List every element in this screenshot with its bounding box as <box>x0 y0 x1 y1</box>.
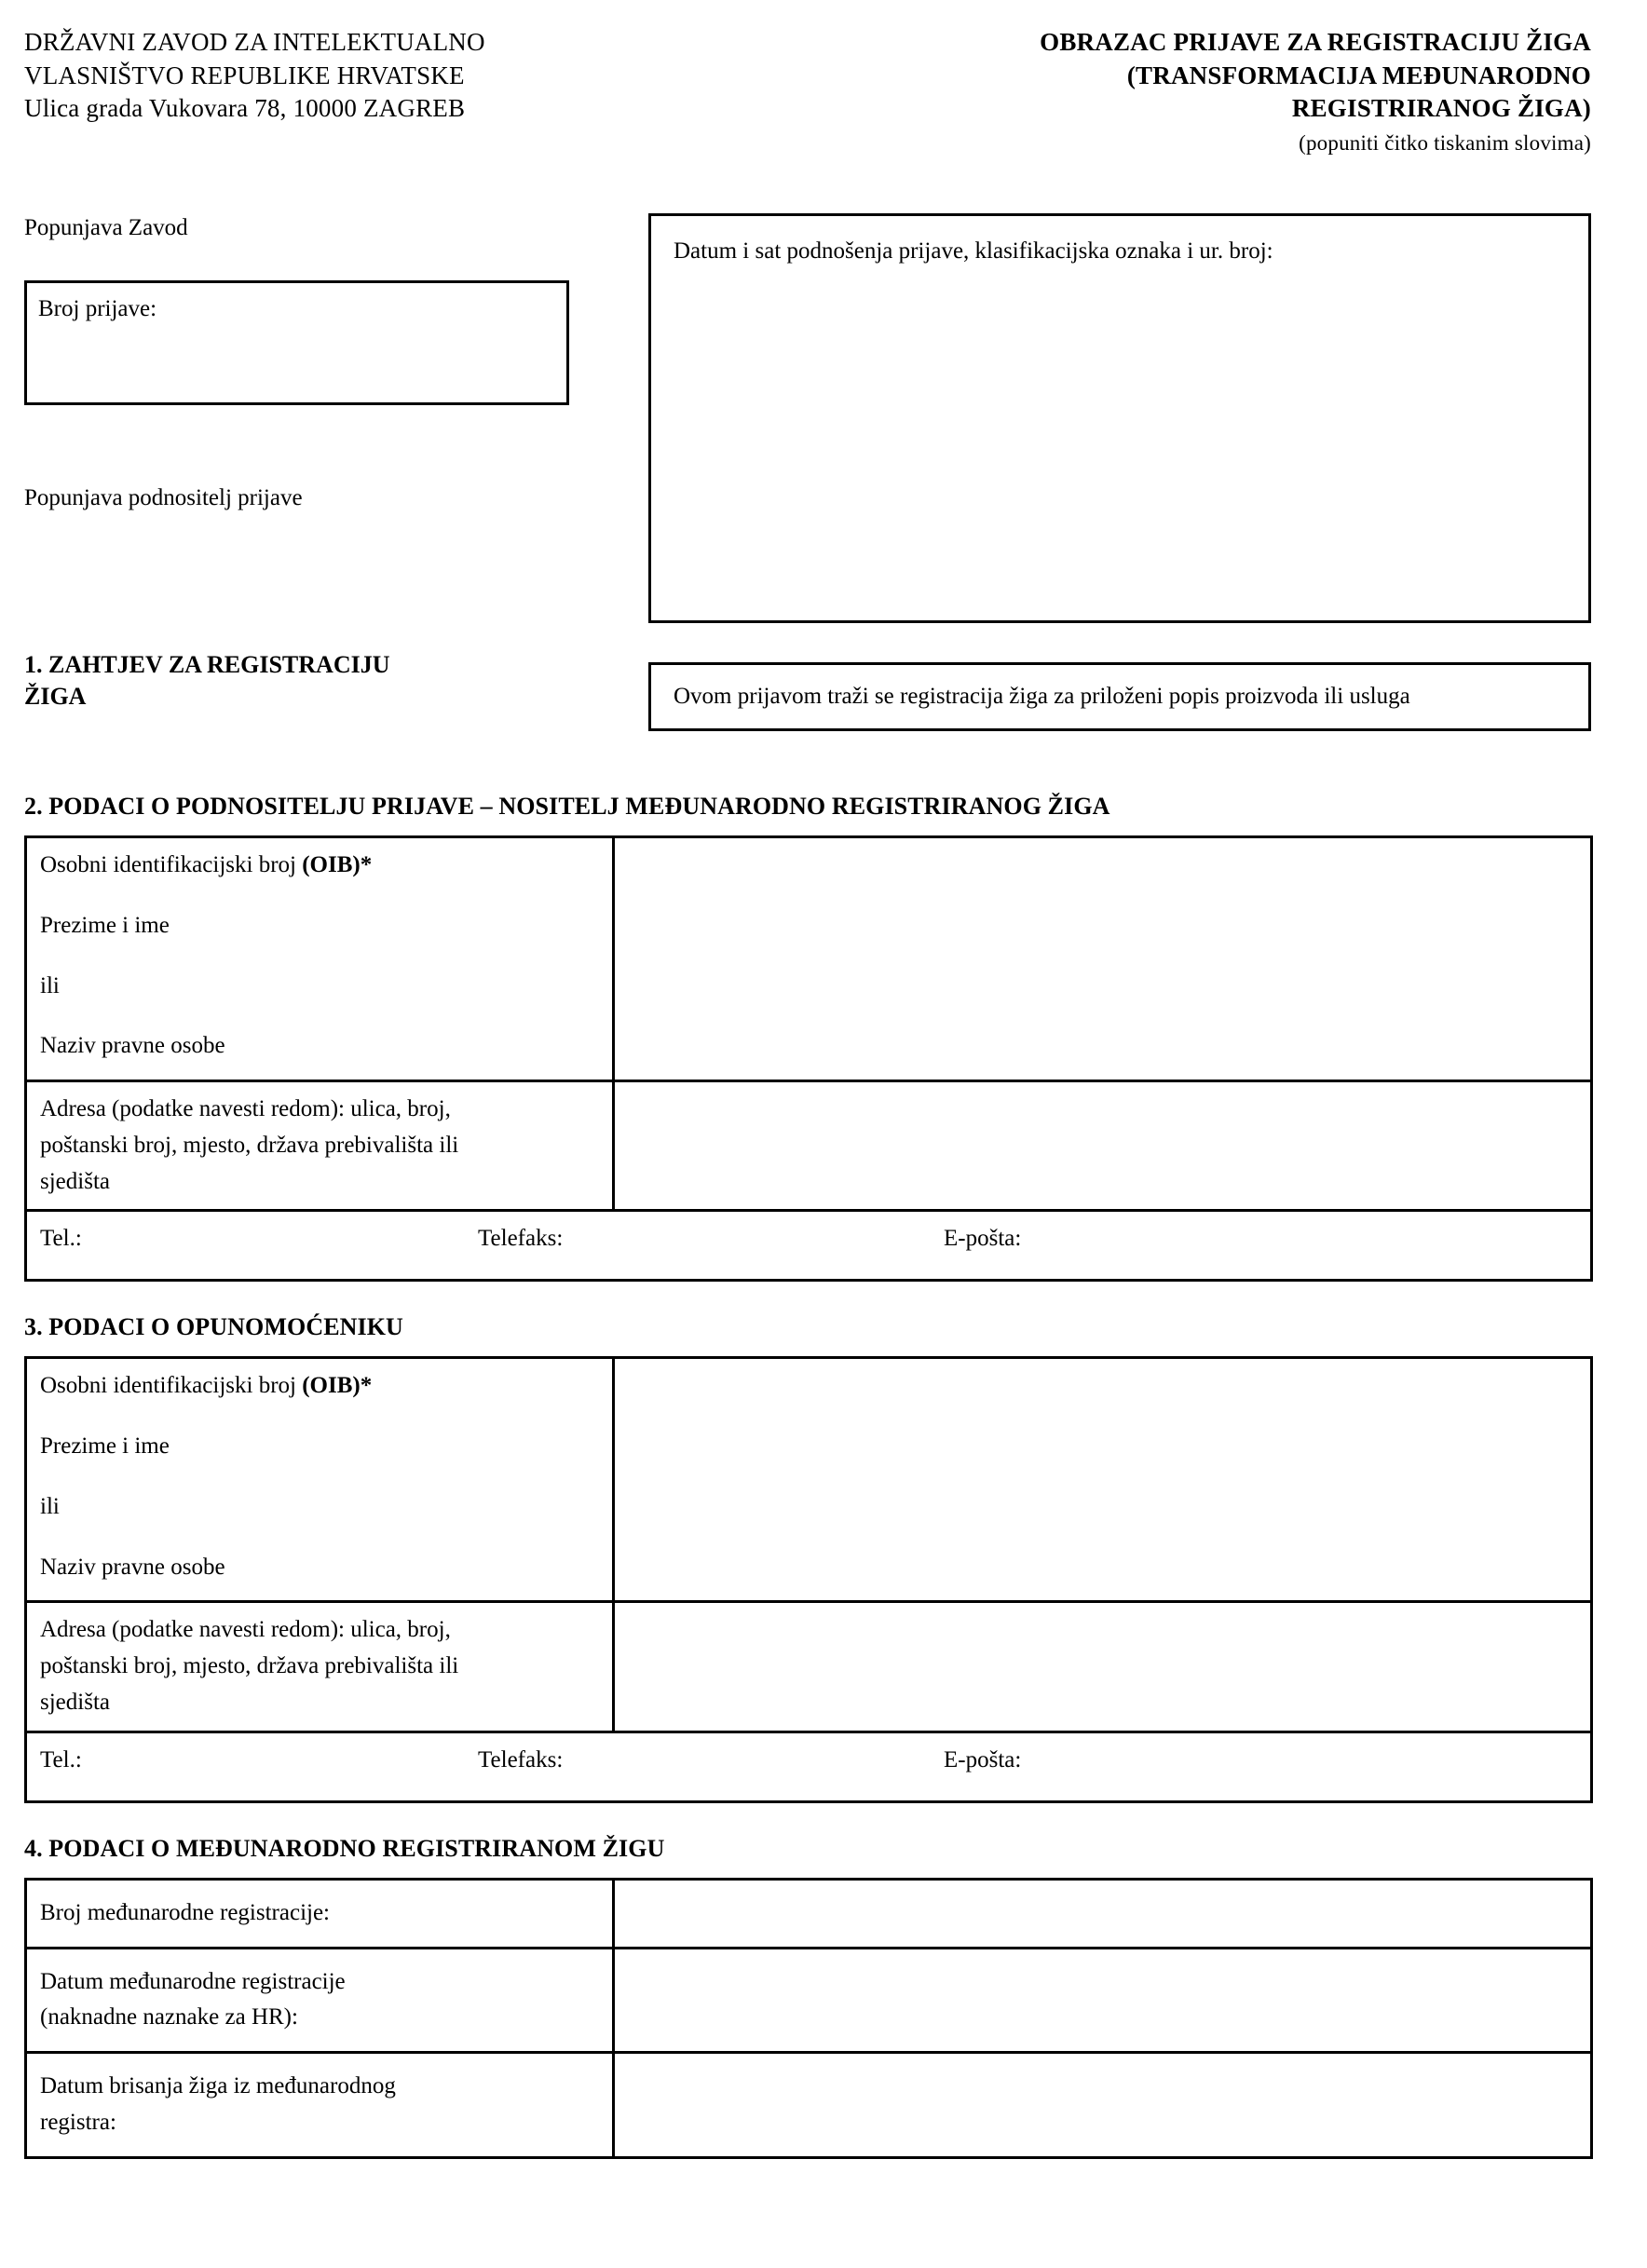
section-1-heading <box>24 649 546 712</box>
section-1-heading-line-1: 1. ZAHTJEV ZA REGISTRACIJU <box>24 651 390 679</box>
section-2-address-label-line-1: Adresa (podatke navesti redom): ulica, broj, <box>40 1096 451 1122</box>
section-3-oib-label-bold: (OIB)* <box>302 1373 373 1399</box>
section-4-row-3-label-line-1: Datum brisanja žiga iz međunarodnog <box>40 2073 396 2099</box>
section-4-row-1-input[interactable] <box>614 1879 1592 1948</box>
form-title-line-1: OBRAZAC PRIJAVE ZA REGISTRACIJU ŽIGA <box>1040 28 1591 56</box>
section-3-oib-label-text: Osobni identifikacijski broj <box>40 1373 296 1399</box>
section-2-tel-label: Tel.: <box>40 1226 82 1252</box>
section-1-statement-box <box>648 662 1591 731</box>
table-row <box>26 1081 1592 1211</box>
section-2-legal-name-label: Naziv pravne osobe <box>40 1033 225 1059</box>
section-2-oib-label <box>40 848 599 884</box>
section-1-statement: Ovom prijavom traži se registracija žiga za priloženi popis proizvoda ili usluga <box>674 684 1410 710</box>
application-number-label: Broj prijave: <box>38 296 157 322</box>
section-2-address-input[interactable] <box>614 1081 1592 1211</box>
org-line-1: DRŽAVNI ZAVOD ZA INTELEKTUALNO <box>24 28 485 56</box>
table-row <box>26 1358 1592 1602</box>
section-3-legal-name-label: Naziv pravne osobe <box>40 1554 225 1580</box>
section-2-surname-label: Prezime i ime <box>40 912 170 938</box>
table-row <box>26 1948 1592 2053</box>
office-fill-label: Popunjava Zavod <box>24 215 188 241</box>
section-4-row-3-label-line-2: registra: <box>40 2109 116 2135</box>
table-row <box>26 1211 1592 1281</box>
form-title-line-3: REGISTRIRANOG ŽIGA) <box>1291 94 1591 123</box>
submission-datetime-label: Datum i sat podnošenja prijave, klasifikacijska oznaka i ur. broj: <box>674 238 1273 265</box>
applicant-fill-label: Popunjava podnositelj prijave <box>24 485 303 511</box>
table-row <box>26 1602 1592 1732</box>
section-3-address-label-line-3: sjedišta <box>40 1689 110 1715</box>
section-2-fax-label: Telefaks: <box>478 1226 564 1252</box>
section-3-identity-labels <box>26 1358 614 1602</box>
section-3-oib-label <box>40 1368 599 1405</box>
section-4-table <box>24 1878 1593 2159</box>
section-4-row-2-label-line-2: (naknadne naznake za HR): <box>40 2004 298 2030</box>
section-4-row-3-input[interactable] <box>614 2053 1592 2158</box>
section-3-email-label: E-pošta: <box>944 1746 1022 1772</box>
section-4-row-1-label: Broj međunarodne registracije: <box>26 1879 614 1948</box>
section-3-surname-label: Prezime i ime <box>40 1433 170 1460</box>
section-3-tel-label: Tel.: <box>40 1746 82 1772</box>
section-2-contact-row[interactable] <box>26 1211 1592 1281</box>
section-3-address-input[interactable] <box>614 1602 1592 1732</box>
office-area <box>24 213 1591 632</box>
table-row <box>26 1732 1592 1801</box>
form-title-subtitle: (popuniti čitko tiskanim slovima) <box>1299 130 1591 155</box>
table-row <box>26 1879 1592 1948</box>
section-4-row-2-input[interactable] <box>614 1948 1592 2053</box>
section-2-oib-label-bold: (OIB)* <box>302 852 373 878</box>
section-4-row-2-label-line-1: Datum međunarodne registracije <box>40 1968 346 1994</box>
organization-block <box>24 26 485 126</box>
section-3-identity-input[interactable] <box>614 1358 1592 1602</box>
section-2-identity-labels <box>26 837 614 1081</box>
section-2-address-label-line-3: sjedišta <box>40 1168 110 1194</box>
section-1 <box>24 649 1591 761</box>
section-3-address-label <box>26 1602 614 1732</box>
section-3-or-label: ili <box>40 1493 60 1519</box>
org-address: Ulica grada Vukovara 78, 10000 ZAGREB <box>24 94 466 123</box>
section-2-address-label-line-2: poštanski broj, mjesto, država prebivališta ili <box>40 1132 459 1158</box>
section-1-heading-line-2: ŽIGA <box>24 682 87 710</box>
section-4-row-2-label <box>26 1948 614 2053</box>
section-3-heading: 3. PODACI O OPUNOMOĆENIKU <box>24 1313 403 1341</box>
section-4-row-3-label <box>26 2053 614 2158</box>
section-2-identity-input[interactable] <box>614 837 1592 1081</box>
section-4-heading: 4. PODACI O MEĐUNARODNO REGISTRIRANOM ŽIGU <box>24 1834 665 1862</box>
section-2-table <box>24 835 1593 1282</box>
section-2-heading: 2. PODACI O PODNOSITELJU PRIJAVE – NOSITELJ MEĐUNARODNO REGISTRIRANOG ŽIGA <box>24 793 1110 821</box>
form-title-block <box>1040 26 1591 157</box>
section-2-or-label: ili <box>40 972 60 998</box>
section-2-email-label: E-pošta: <box>944 1226 1022 1252</box>
org-line-2: VLASNIŠTVO REPUBLIKE HRVATSKE <box>24 61 465 89</box>
page-header <box>24 26 1591 157</box>
section-2-oib-label-text: Osobni identifikacijski broj <box>40 852 296 878</box>
section-3-address-label-line-2: poštanski broj, mjesto, država prebivališta ili <box>40 1653 459 1679</box>
application-number-box[interactable] <box>24 280 569 405</box>
section-3-table <box>24 1356 1593 1802</box>
submission-datetime-box[interactable] <box>648 213 1591 623</box>
section-3-contact-row[interactable] <box>26 1732 1592 1801</box>
section-3-address-label-line-1: Adresa (podatke navesti redom): ulica, broj, <box>40 1617 451 1643</box>
section-3-fax-label: Telefaks: <box>478 1746 564 1772</box>
table-row <box>26 2053 1592 2158</box>
table-row <box>26 837 1592 1081</box>
form-title-line-2: (TRANSFORMACIJA MEĐUNARODNO <box>1126 61 1591 89</box>
section-2-address-label <box>26 1081 614 1211</box>
